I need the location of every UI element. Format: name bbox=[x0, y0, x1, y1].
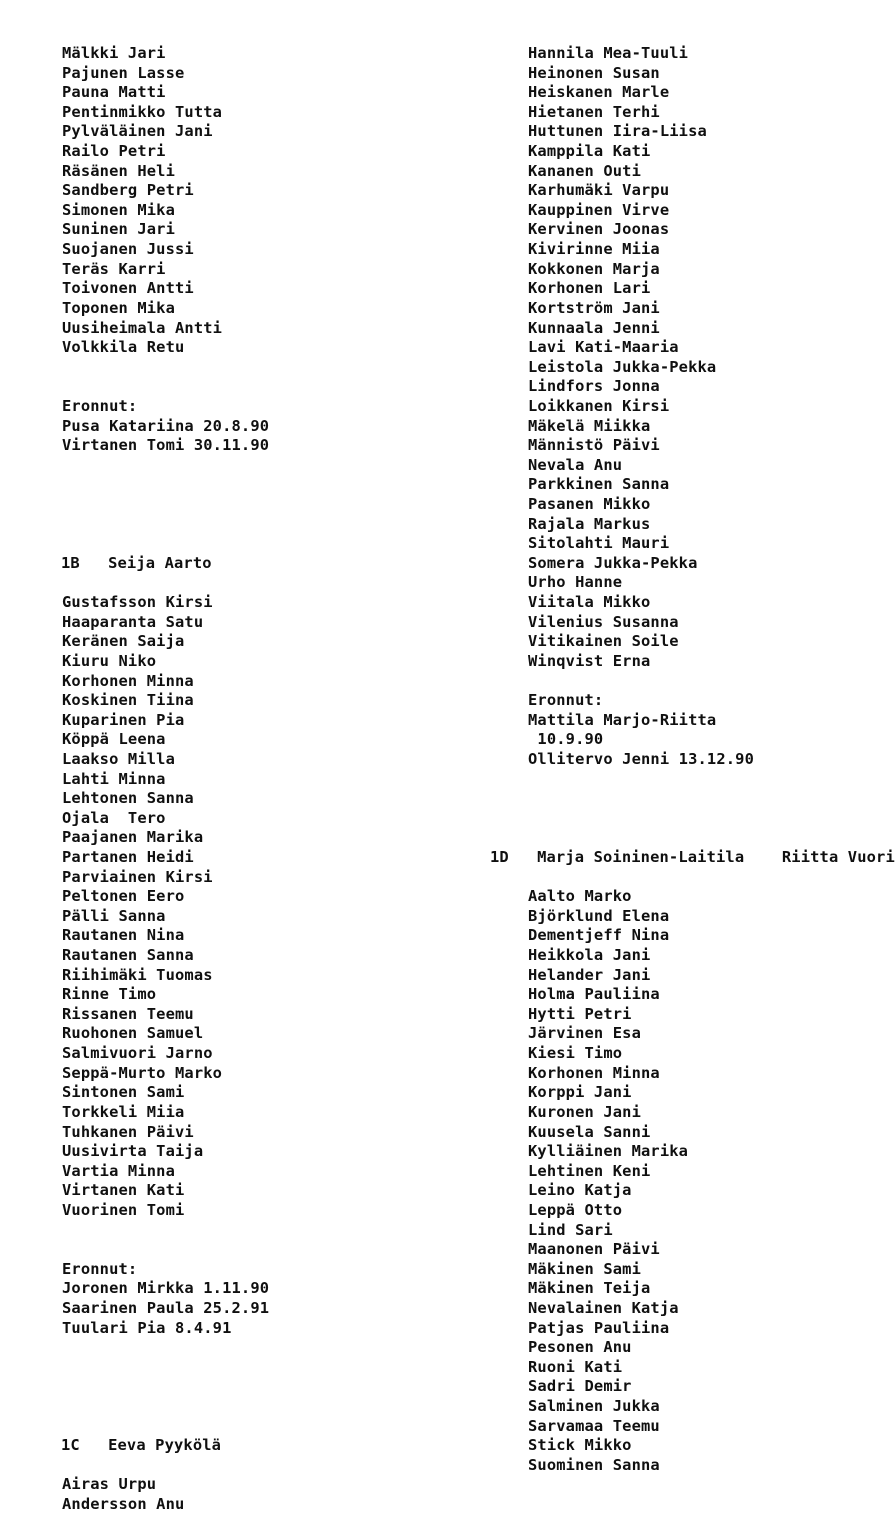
student-name: Suojanen Jussi bbox=[62, 240, 194, 259]
student-name: Lind Sari bbox=[528, 1220, 613, 1239]
student-name: Mälkki Jari bbox=[62, 44, 166, 62]
student-name: Aalto Marko bbox=[528, 887, 632, 906]
student-name: Loikkanen Kirsi bbox=[528, 396, 670, 415]
student-name: Viitala Mikko bbox=[528, 593, 651, 612]
student-name: Leistola Jukka-Pekka bbox=[528, 357, 717, 376]
student-name: Suninen Jari bbox=[62, 220, 175, 239]
class-header-spacer bbox=[528, 868, 858, 888]
student-name: Keränen Saija bbox=[62, 632, 185, 651]
student-name: Lindfors Jonna bbox=[528, 377, 660, 396]
block-spacer bbox=[62, 456, 462, 476]
student-name: Sarvamaa Teemu bbox=[528, 1416, 660, 1435]
student-name: Kylliäinen Marika bbox=[528, 1142, 689, 1161]
student-name: Rajala Markus bbox=[528, 514, 651, 533]
student-name: Holma Pauliina bbox=[528, 985, 660, 1004]
student-name: Torkkeli Miia bbox=[62, 1102, 185, 1121]
student-name: Hytti Petri bbox=[528, 1004, 632, 1023]
student-name: Patjas Pauliina bbox=[528, 1318, 670, 1337]
student-name: Seppä-Murto Marko bbox=[62, 1063, 223, 1082]
student-name: Salminen Jukka bbox=[528, 1397, 660, 1416]
resigned-entry: Mattila Marjo-Riitta bbox=[528, 710, 717, 729]
student-name: Parkkinen Sanna bbox=[528, 475, 670, 494]
student-name: Uusivirta Taija bbox=[62, 1142, 204, 1161]
student-name: Pauna Matti bbox=[62, 83, 166, 102]
student-name: Koskinen Tiina bbox=[62, 691, 194, 710]
class-header-1d: 1D Marja Soininen-Laitila Riitta Vuori bbox=[490, 847, 895, 866]
student-name: Lahti Minna bbox=[62, 769, 166, 788]
student-name: Kuusela Sanni bbox=[528, 1122, 651, 1141]
resigned-entry: 10.9.90 bbox=[528, 730, 604, 749]
student-name: Korhonen Minna bbox=[528, 1063, 660, 1082]
block-spacer bbox=[62, 1377, 462, 1397]
resigned-heading: Eronnut: bbox=[528, 691, 604, 710]
block-spacer bbox=[62, 1338, 462, 1358]
resigned-heading: Eronnut: bbox=[62, 1259, 138, 1278]
class-header-1b: 1B Seija Aarto bbox=[61, 553, 212, 572]
student-name: Björklund Elena bbox=[528, 906, 670, 925]
student-name: Heinonen Susan bbox=[528, 63, 660, 82]
student-name: Ruoni Kati bbox=[528, 1357, 623, 1376]
block-spacer bbox=[528, 789, 858, 809]
student-name: Lavi Kati-Maaria bbox=[528, 338, 679, 357]
student-name: Korhonen Minna bbox=[62, 671, 194, 690]
student-name: Rinne Timo bbox=[62, 985, 157, 1004]
student-name: Salmivuori Jarno bbox=[62, 1044, 213, 1063]
student-name: Järvinen Esa bbox=[528, 1024, 641, 1043]
student-name: Huttunen Iira-Liisa bbox=[528, 122, 707, 141]
right-column bbox=[490, 44, 895, 1475]
block-spacer bbox=[62, 515, 462, 535]
student-name: Kiesi Timo bbox=[528, 1044, 623, 1063]
block-spacer bbox=[62, 1417, 462, 1437]
student-name: Pentinmikko Tutta bbox=[62, 102, 223, 121]
block-spacer bbox=[62, 1358, 462, 1378]
student-name: Kauppinen Virve bbox=[528, 200, 670, 219]
student-name: Mäkelä Miikka bbox=[528, 416, 651, 435]
student-name: Kiuru Niko bbox=[62, 651, 157, 670]
student-name: Lehtinen Keni bbox=[528, 1161, 651, 1180]
resigned-entry: Pusa Katariina 20.8.90 bbox=[62, 416, 270, 435]
student-name: Kananen Outi bbox=[528, 161, 641, 180]
resigned-entry: Tuulari Pia 8.4.91 bbox=[62, 1318, 232, 1337]
resigned-entry: Saarinen Paula 25.2.91 bbox=[62, 1299, 270, 1317]
student-name: Räsänen Heli bbox=[62, 161, 175, 180]
student-name: Vitikainen Soile bbox=[528, 632, 679, 651]
class-header-1c: 1C Eeva Pyykölä bbox=[61, 1436, 222, 1455]
student-name: Nevala Anu bbox=[528, 455, 623, 474]
student-name: Sadri Demir bbox=[528, 1377, 632, 1396]
block-spacer bbox=[528, 828, 858, 848]
student-name: Sitolahti Mauri bbox=[528, 534, 670, 553]
student-name: Riihimäki Tuomas bbox=[62, 965, 213, 984]
resigned-entry: Joronen Mirkka 1.11.90 bbox=[62, 1279, 270, 1298]
student-name: Vilenius Susanna bbox=[528, 612, 679, 631]
block-spacer bbox=[62, 534, 462, 554]
student-name: Korhonen Lari bbox=[528, 279, 651, 298]
student-name: Mäkinen Teija bbox=[528, 1279, 651, 1298]
student-name: Laakso Milla bbox=[62, 749, 175, 768]
student-name: Paajanen Marika bbox=[62, 828, 204, 847]
student-name: Sintonen Sami bbox=[62, 1083, 185, 1102]
student-name: Leppä Otto bbox=[528, 1200, 623, 1219]
student-name: Airas Urpu bbox=[62, 1475, 157, 1494]
student-name: Somera Jukka-Pekka bbox=[528, 553, 698, 572]
student-name: Helander Jani bbox=[528, 965, 651, 984]
student-name: Dementjeff Nina bbox=[528, 926, 670, 945]
student-name: Nevalainen Katja bbox=[528, 1299, 679, 1317]
block-spacer bbox=[62, 1221, 462, 1241]
student-name: Heikkola Jani bbox=[528, 946, 651, 965]
student-name: Pesonen Anu bbox=[528, 1338, 632, 1357]
student-name: Pylväläinen Jani bbox=[62, 122, 213, 141]
student-name: Urho Hanne bbox=[528, 573, 623, 592]
student-name: Kuparinen Pia bbox=[62, 710, 185, 729]
student-name: Korppi Jani bbox=[528, 1083, 632, 1102]
student-name: Kamppila Kati bbox=[528, 142, 651, 161]
student-name: Rautanen Nina bbox=[62, 926, 185, 945]
student-name: Pälli Sanna bbox=[62, 906, 166, 925]
resigned-entry: Virtanen Tomi 30.11.90 bbox=[62, 436, 270, 455]
student-name: Toivonen Antti bbox=[62, 279, 194, 298]
student-name: Hietanen Terhi bbox=[528, 102, 660, 121]
student-name: Sandberg Petri bbox=[62, 181, 194, 200]
student-name: Kuronen Jani bbox=[528, 1102, 641, 1121]
student-name: Kokkonen Marja bbox=[528, 259, 660, 278]
student-name: Parviainen Kirsi bbox=[62, 867, 213, 886]
resigned-heading: Eronnut: bbox=[62, 396, 138, 415]
student-name: Maanonen Päivi bbox=[528, 1240, 660, 1259]
student-name: Stick Mikko bbox=[528, 1436, 632, 1455]
student-name: Rautanen Sanna bbox=[62, 946, 194, 965]
student-name: Rissanen Teemu bbox=[62, 1004, 194, 1023]
left-column bbox=[62, 44, 462, 1515]
block-spacer bbox=[528, 809, 858, 829]
student-name: Leino Katja bbox=[528, 1181, 632, 1200]
student-name: Suominen Sanna bbox=[528, 1455, 660, 1474]
student-name: Peltonen Eero bbox=[62, 887, 185, 906]
student-name: Tuhkanen Päivi bbox=[62, 1122, 194, 1141]
student-name: Gustafsson Kirsi bbox=[62, 593, 213, 612]
student-name: Köppä Leena bbox=[62, 730, 166, 749]
class-header-spacer bbox=[62, 573, 462, 593]
resigned-entry: Ollitervo Jenni 13.12.90 bbox=[528, 749, 754, 768]
student-name: Mäkinen Sami bbox=[528, 1259, 641, 1278]
student-name: Hannila Mea-Tuuli bbox=[528, 44, 689, 62]
student-name: Kervinen Joonas bbox=[528, 220, 670, 239]
student-name: Lehtonen Sanna bbox=[62, 789, 194, 808]
block-spacer bbox=[528, 770, 858, 790]
student-name: Ruohonen Samuel bbox=[62, 1024, 204, 1043]
student-name: Vuorinen Tomi bbox=[62, 1200, 185, 1219]
block-spacer bbox=[62, 377, 462, 397]
class-header-spacer bbox=[62, 1456, 462, 1476]
block-spacer bbox=[528, 672, 858, 692]
student-name: Kunnaala Jenni bbox=[528, 318, 660, 337]
student-name: Simonen Mika bbox=[62, 200, 175, 219]
student-name: Ojala Tero bbox=[62, 808, 166, 827]
student-name: Virtanen Kati bbox=[62, 1181, 185, 1200]
student-name: Kortström Jani bbox=[528, 298, 660, 317]
student-name: Toponen Mika bbox=[62, 298, 175, 317]
student-name: Uusiheimala Antti bbox=[62, 318, 223, 337]
block-spacer bbox=[62, 475, 462, 495]
student-name: Haaparanta Satu bbox=[62, 612, 204, 631]
block-spacer bbox=[62, 358, 462, 378]
student-name: Heiskanen Marle bbox=[528, 83, 670, 102]
student-name: Partanen Heidi bbox=[62, 847, 194, 866]
student-name: Winqvist Erna bbox=[528, 651, 651, 670]
student-name: Railo Petri bbox=[62, 142, 166, 161]
student-name: Vartia Minna bbox=[62, 1161, 175, 1180]
student-name: Pajunen Lasse bbox=[62, 63, 185, 82]
student-name: Volkkila Retu bbox=[62, 338, 185, 357]
student-name: Teräs Karri bbox=[62, 259, 166, 278]
block-spacer bbox=[62, 1397, 462, 1417]
block-spacer bbox=[62, 495, 462, 515]
student-name: Andersson Anu bbox=[62, 1495, 185, 1514]
block-spacer bbox=[62, 1240, 462, 1260]
student-name: Kivirinne Miia bbox=[528, 240, 660, 259]
student-name: Pasanen Mikko bbox=[528, 495, 651, 514]
student-name: Karhumäki Varpu bbox=[528, 181, 670, 200]
student-name: Männistö Päivi bbox=[528, 436, 660, 455]
